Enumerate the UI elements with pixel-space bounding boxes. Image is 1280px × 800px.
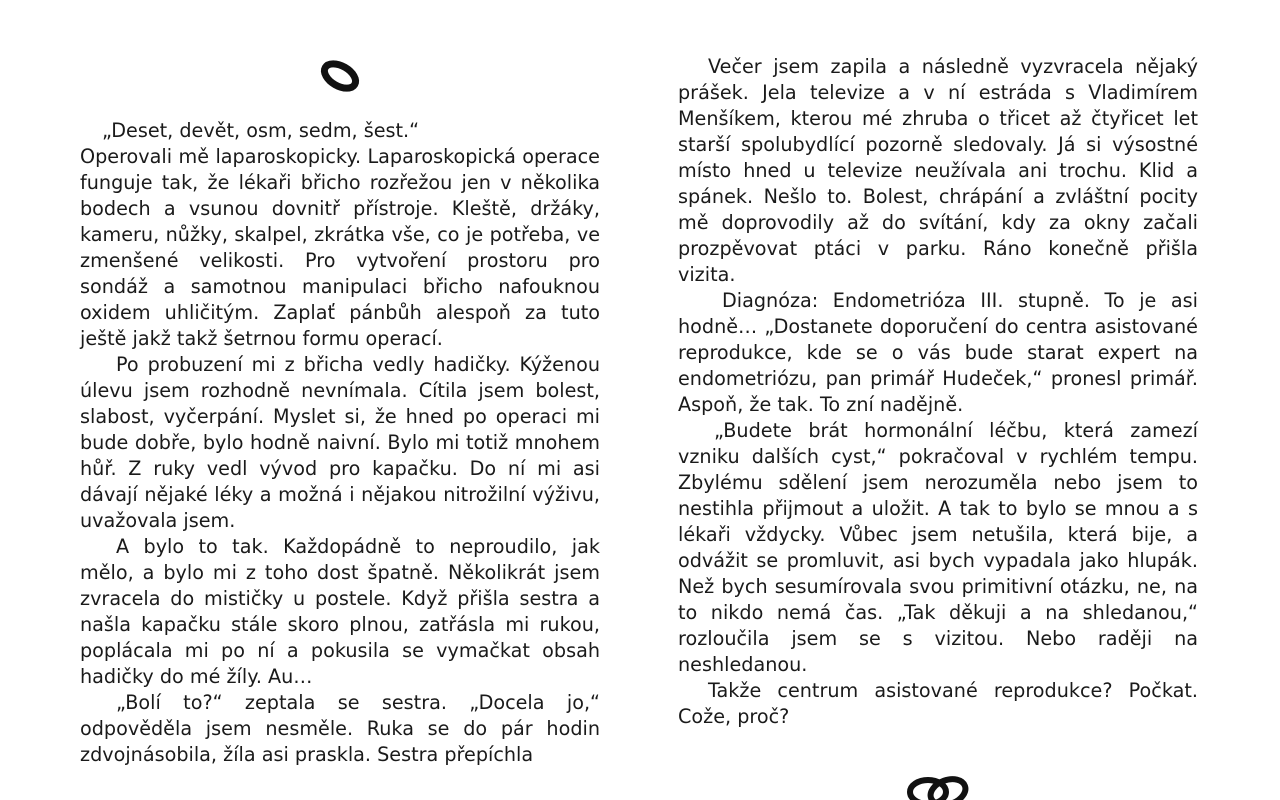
single-ring-ornament-icon [316, 56, 364, 96]
paragraph: Večer jsem zapila a následně vyzvracela nějaký prášek. Jela televize a v ní estráda s Vladimírem Menšíkem, kterou mé zhruba o třicet až čtyřicet let starší spolubydlící pozorně sledovaly. Já si výsostné místo hned u televize neužívala ani trochu. Klid a spánek. Nešlo to. Bolest, chrápání a zvláštní pocity mě doprovodily až do svítání, kdy za okny začali prozpěvovat ptáci v parku. Ráno konečně přišla vizita. [678, 55, 1198, 286]
paragraph: Operovali mě laparoskopicky. Laparoskopická operace funguje tak, že lékaři břicho rozřežou jen v několika bodech a vsunou dovnitř přístroje. Kleště, držáky, kameru, nůžky, skalpel, zkrátka vše, co je potřeba, ve zmenšené velikosti. Pro vytvoření prostoru pro sondáž a samotnou manipulaci břicho nafouknou oxidem uhličitým. Zaplať pánbůh alespoň za tuto ještě jakž takž šetrnou formu operací. [80, 145, 600, 350]
paragraph: „Deset, devět, osm, sedm, šest.“ [102, 119, 420, 142]
double-ring-ornament-icon [904, 770, 976, 800]
paragraph: A bylo to tak. Každopádně to neproudilo, jak mělo, a bylo mi z toho dost špatně. Několikrát jsem zvracela do mističky u postele. Když přišla sestra a našla kapačku stále skoro plnou, zatřásla mi rukou, poplácala mi po ní a pokusila se vymačkat obsah hadičky do mé žíly. Au… [80, 535, 600, 688]
paragraph: Po probuzení mi z břicha vedly hadičky. Kýženou úlevu jsem rozhodně nevnímala. Cítila jsem bolest, slabost, vyčerpání. Myslet si, že hned po operaci mi bude dobře, bylo hodně naivní. Bylo mi totiž mnohem hůř. Z ruky vedl vývod pro kapačku. Do ní mi asi dávají nějaké léky a možná i nějakou nitrožilní výživu, uvažovala jsem. [80, 353, 600, 532]
paragraph: „Bolí to?“ zeptala se sestra. „Docela jo,“ odpověděla jsem nesměle. Ruka se do pár hodin zdvojnásobila, žíla asi praskla. Sestra přepíchla [80, 691, 600, 766]
left-text-column [80, 118, 600, 768]
paragraph: „Budete brát hormonální léčbu, která zamezí vzniku dalších cyst,“ pokračoval v rychlém tempu. Zbylému sdělení jsem nerozuměla nebo jsem to nestihla přijmout a uložit. A tak to bylo se mnou a s lékaři vždycky. Vůbec jsem netušila, která bije, a odvážit se promluvit, asi bych vypadala jako hlupák. Než bych sesumírovala svou primitivní otázku, ne, na to nikdo nemá čas. „Tak děkuji a na shledanou,“ rozloučila jsem se s vizitou. Nebo raději na neshledanou. [678, 419, 1198, 676]
paragraph: Takže centrum asistované reprodukce? Počkat. Cože, proč? [678, 679, 1198, 728]
paragraph: Diagnóza: Endometrióza III. stupně. To je asi hodně… „Dostanete doporučení do centra asistované reprodukce, kde se o vás bude starat expert na endometriózu, pan primář Hudeček,“ pronesl primář. Aspoň, že tak. To zní nadějně. [678, 289, 1198, 416]
right-text-column [678, 54, 1198, 730]
